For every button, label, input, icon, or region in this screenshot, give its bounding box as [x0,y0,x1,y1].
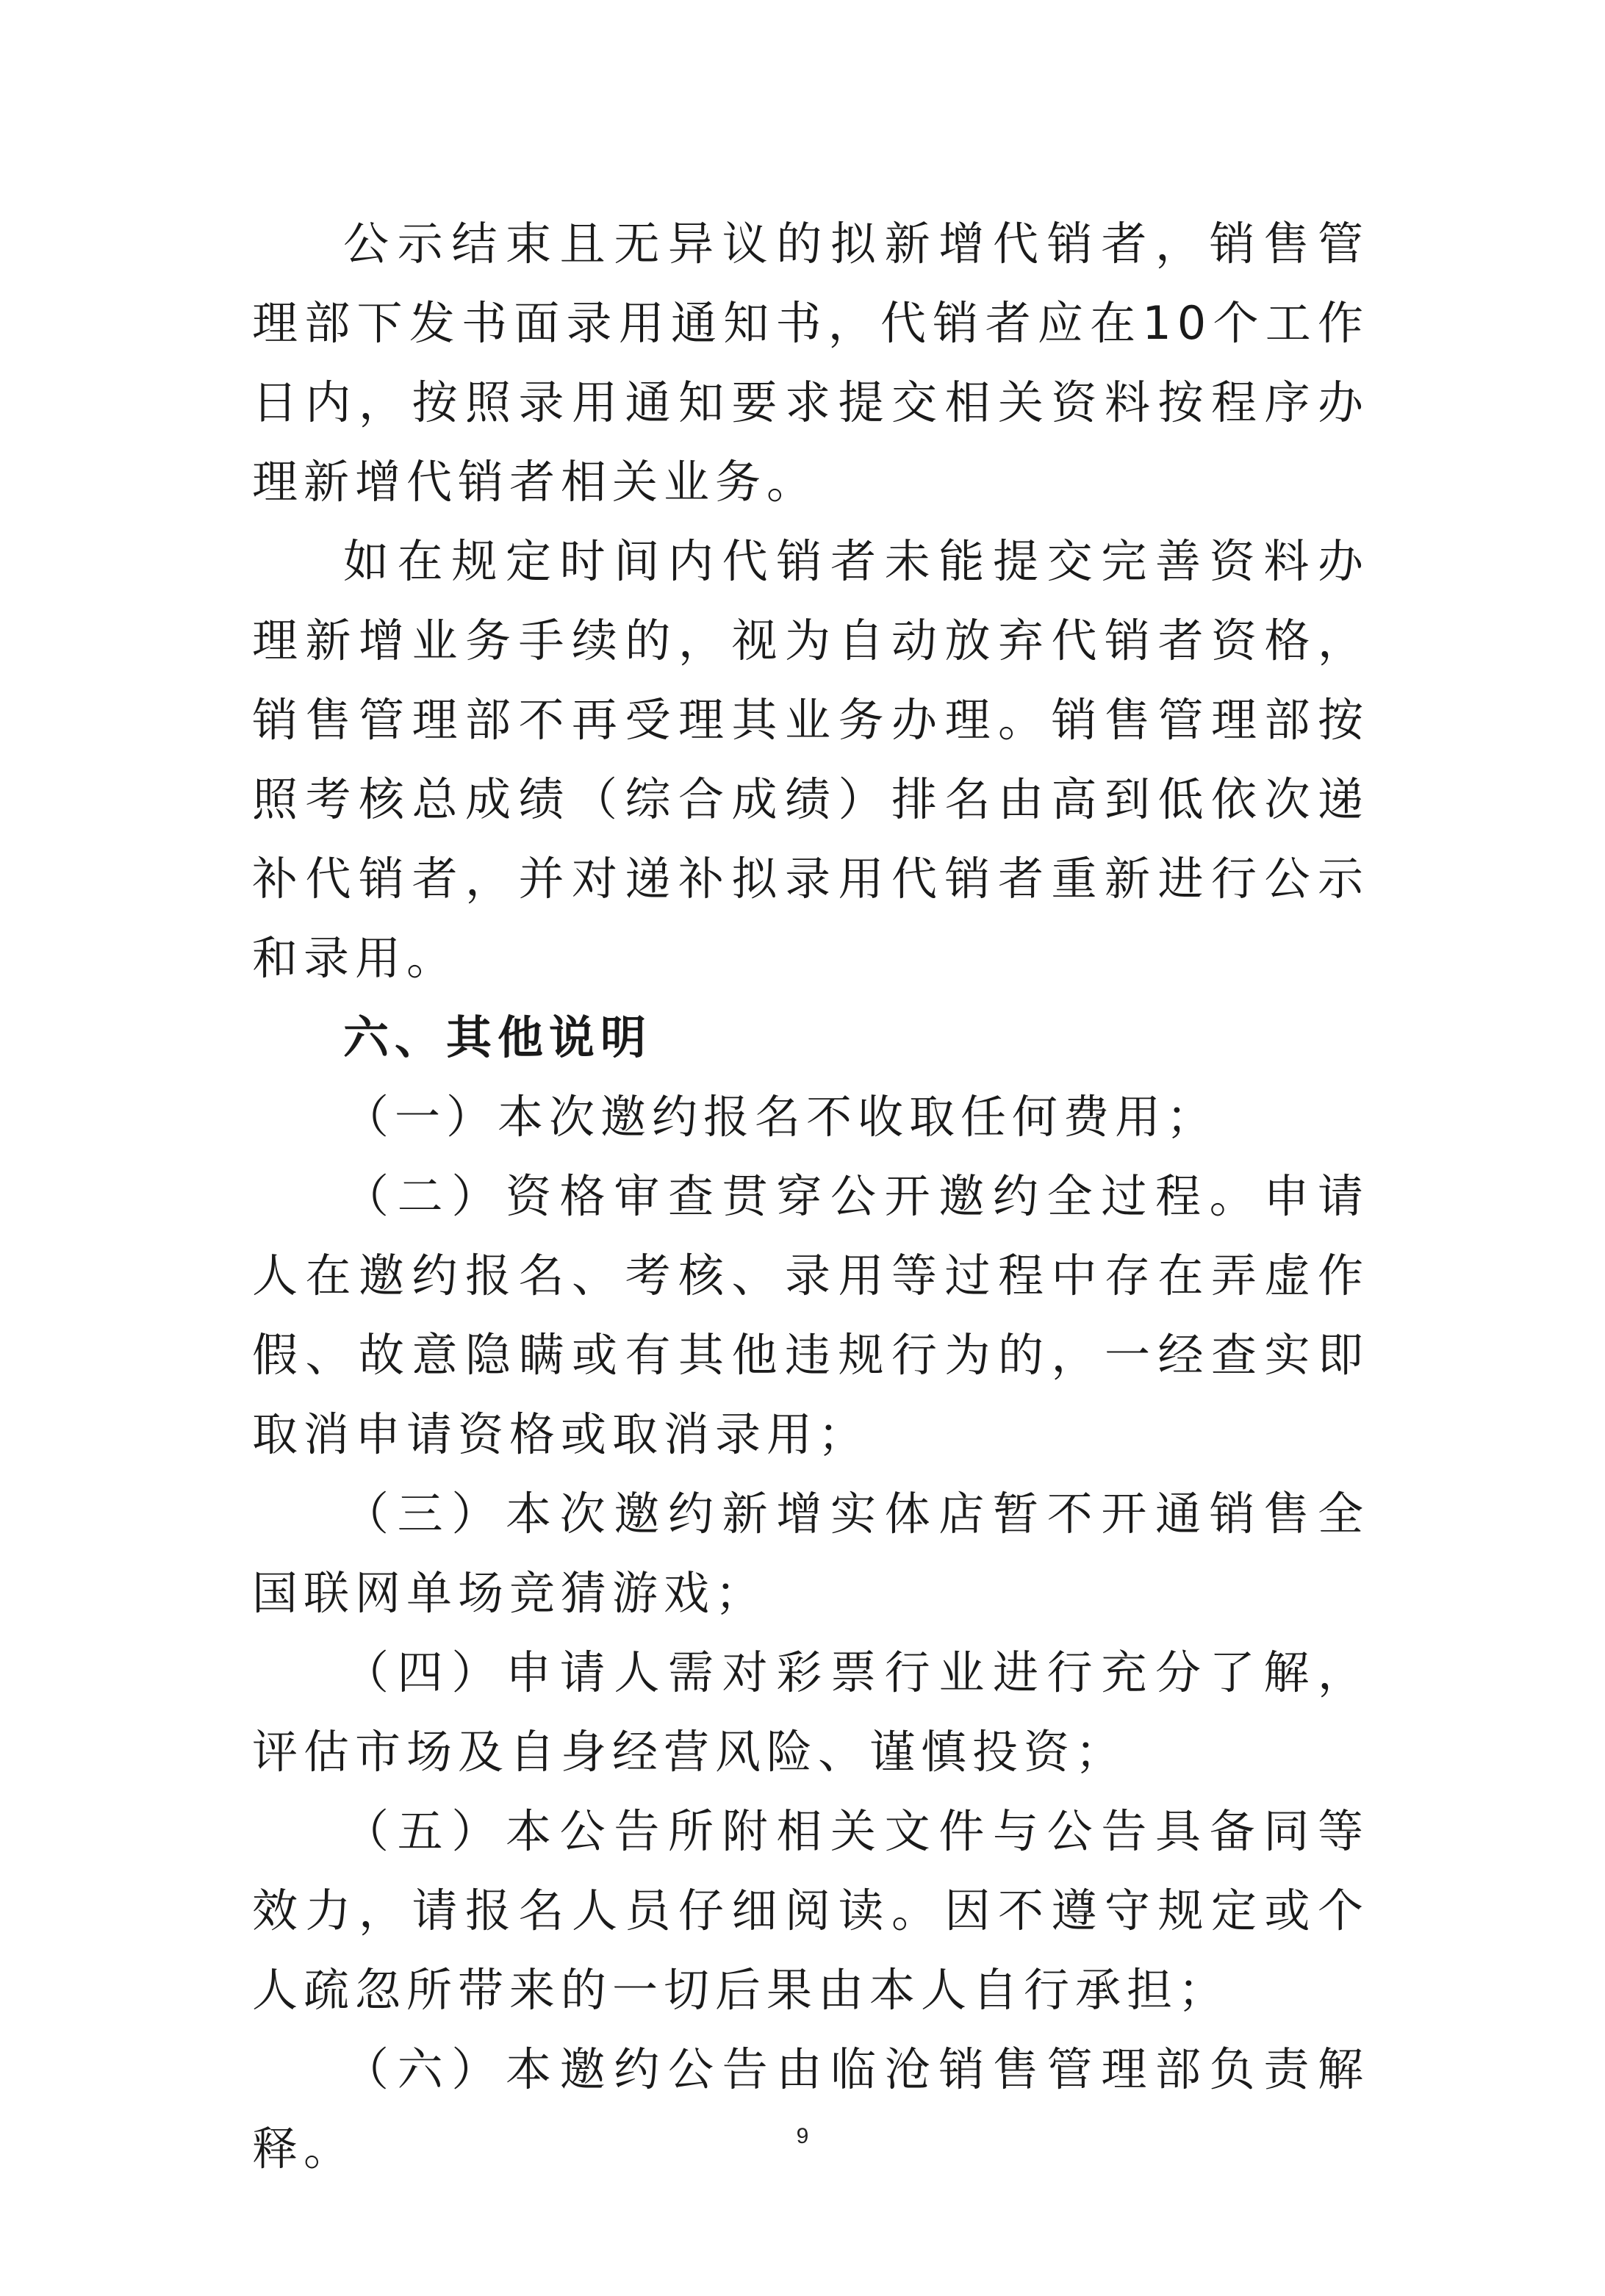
list-item-6: （六）本邀约公告由临沧销售管理部负责解释。 [252,2042,1369,2175]
paragraph-forfeit: 如在规定时间内代销者未能提交完善资料办理新增业务手续的，视为自动放弃代销者资格，销售管理部不再受理其业务办理。销售管理部按照考核总成绩（综合成绩）排名由高到低依次递补代销者，并对递补拟录用代销者重新进行公示和录用。 [252,534,1369,985]
list-item-1: （一）本次邀约报名不收取任何费用； [343,1090,1218,1144]
section-heading: 六、其他说明 [343,1011,653,1064]
page-number: 9 [796,2124,809,2148]
list-item-3: （三）本次邀约新增实体店暂不开通销售全国联网单场竞猜游戏； [252,1487,1369,1620]
paragraph-notification: 公示结束且无异议的拟新增代销者，销售管理部下发书面录用通知书，代销者应在10个工作日内，按照录用通知要求提交相关资料按程序办理新增代销者相关业务。 [252,217,1369,509]
document-body [252,204,1369,2189]
list-item-2: （二）资格审查贯穿公开邀约全过程。申请人在邀约报名、考核、录用等过程中存在弄虚作假、故意隐瞒或有其他违规行为的，一经查实即取消申请资格或取消录用； [252,1169,1369,1461]
list-item-5: （五）本公告所附相关文件与公告具备同等效力，请报名人员仔细阅读。因不遵守规定或个人疏忽所带来的一切后果由本人自行承担； [252,1804,1369,2017]
list-item-4: （四）申请人需对彩票行业进行充分了解，评估市场及自身经营风险、谨慎投资； [252,1646,1369,1779]
